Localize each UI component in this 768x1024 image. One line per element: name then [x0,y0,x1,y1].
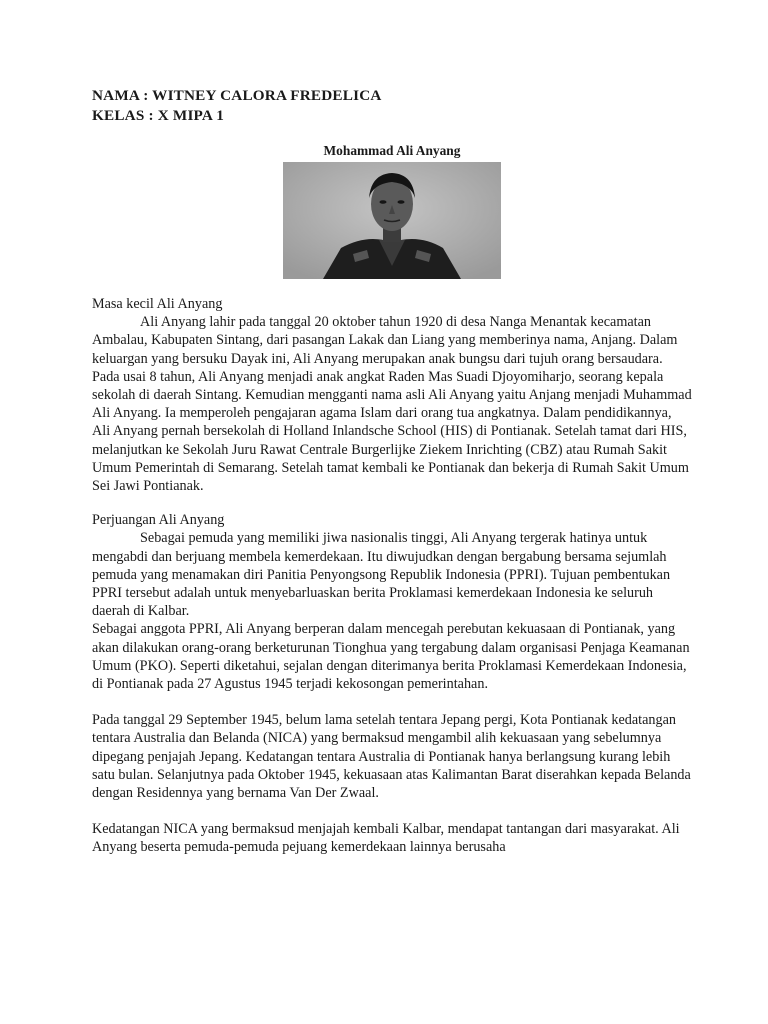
section-heading-struggle: Perjuangan Ali Anyang [92,512,225,529]
paragraph: Kedatangan NICA yang bermaksud menjajah kembali Kalbar, mendapat tantangan dari masyarakat. Ali Anyang beserta pemuda-pemuda pejuang kemerdekaan lainnya berusaha [92,821,680,856]
paragraph: Ali Anyang lahir pada tanggal 20 oktober tahun 1920 di desa Nanga Menantak kecamatan Ambalau, Kabupaten Sintang, dari pasangan Lakak dan Liang yang memberinya nama, Anjang. Dalam keluargan yang bersuku Dayak ini, Ali Anyang merupakan anak bungsu dari tujuh orang bersaudara. [92,314,678,367]
student-class: KELAS : X MIPA 1 [92,107,225,124]
paragraph: Sebagai anggota PPRI, Ali Anyang berperan dalam mencegah perebutan kekuasaan di Pontianak, yang akan dilakukan orang-orang berketurunan Tionghua yang tergabung dalam organisasi Penjaga Keamanan Umum (PKO). Seperti diketahui, sejalan dengan diterimanya berita Proklamasi Kemerdekaan Indonesia, di Pontianak pada 27 Agustus 1945 terjadi kekosongan pemerintahan. [92,621,690,693]
portrait-photo-wrap [92,162,692,279]
document-page [92,86,692,857]
section-heading-childhood: Masa kecil Ali Anyang [92,296,223,312]
document-title: Mohammad Ali Anyang [323,143,461,158]
portrait-photo [283,162,501,279]
student-name: NAMA : WITNEY CALORA FREDELICA [92,87,382,104]
paragraph: Sebagai pemuda yang memiliki jiwa nasionalis tinggi, Ali Anyang tergerak hatinya untuk mengabdi dan berjuang membela kemerdekaan. Itu diwujudkan dengan bergabung bersama sejumlah pemuda yang menamakan diri Panitia Penyongsong Republik Indonesia (PPRI). Tujuan pembentukan PPRI tersebut adalah untuk menyebarluaskan berita Proklamasi kemerdekaan Indonesia ke seluruh daerah di Kalbar. [92,530,671,620]
paragraph: Pada tanggal 29 September 1945, belum lama setelah tentara Jepang pergi, Kota Pontianak kedatangan tentara Australia dan Belanda (NICA) yang bermaksud mengambil alih kekuasaan yang sebelumnya dipegang penjajah Jepang. Kedatangan tentara Australia di Pontianak hanya berlangsung kurang lebih satu bulan. Selanjutnya pada Oktober 1945, kekuasaan atas Kalimantan Barat diserahkan kepada Belanda dengan Residennya yang bernama Van Der Zwaal. [92,712,691,802]
paragraph: Pada usai 8 tahun, Ali Anyang menjadi anak angkat Raden Mas Suadi Djoyomiharjo, seorang kepala sekolah di daerah Sintang. Kemudian mengganti nama asli Ali Anyang yaitu Anjang menjadi Muhammad Ali Anyang. Ia memperoleh pengajaran agama Islam dari orang tua angkatnya. Dalam pendidikannya, Ali Anyang pernah bersekolah di Holland Inlandsche School (HIS) di Pontianak. Setelah tamat dari HIS, melanjutkan ke Sekolah Juru Rawat Centrale Burgerlijke Ziekem Inrichting (CBZ) atau Rumah Sakit Umum Pemerintah di Semarang. Setelah tamat kembali ke Pontianak dan bekerja di Rumah Sakit Umum Sei Jawi Pontianak. [92,368,692,495]
portrait-illustration [283,162,501,279]
